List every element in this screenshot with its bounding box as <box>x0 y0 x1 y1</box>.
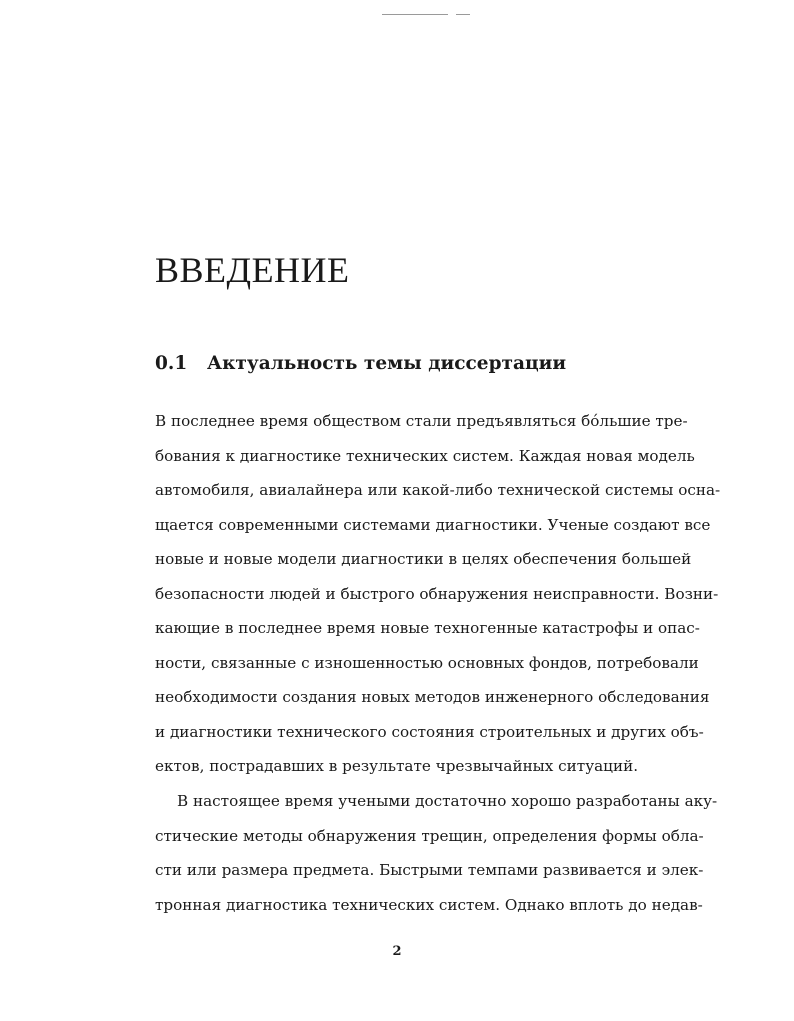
paragraph-line: тронная диагностика технических систем. Однако вплоть до недав- <box>155 895 703 914</box>
section-number: 0.1 <box>155 353 188 374</box>
section-heading <box>155 355 566 374</box>
scan-artifact <box>456 14 470 15</box>
section-title: Актуальность темы диссертации <box>207 353 567 374</box>
paragraph-line: щается современными системами диагностики. Ученые создают все <box>155 515 711 534</box>
paragraph-2 <box>155 784 718 922</box>
scan-artifact <box>382 14 448 15</box>
paragraph-line: автомобиля, авиалайнера или какой-либо технической системы осна- <box>155 481 721 499</box>
paragraph-line: и диагностики технического состояния строительных и других объ- <box>155 722 704 741</box>
paragraph-line: необходимости создания новых методов инженерного обследования <box>155 688 710 706</box>
paragraph-line: В последнее время обществом стали предъявляться бóльшие тре- <box>155 412 688 430</box>
paragraph-line: ности, связанные с изношенностью основных фондов, потребовали <box>155 653 699 672</box>
page-number: 2 <box>392 944 402 959</box>
paragraph-line: сти или размера предмета. Быстрыми темпами развивается и элек- <box>155 861 704 879</box>
chapter-title: ВВЕДЕНИЕ <box>155 250 350 290</box>
paragraph-line: ектов, пострадавших в результате чрезвычайных ситуаций. <box>155 757 639 775</box>
paragraph-line: стические методы обнаружения трещин, определения формы обла- <box>155 826 704 845</box>
paragraph-line: бования к диагностике технических систем. Каждая новая модель <box>155 446 695 465</box>
paragraph-1 <box>155 404 721 784</box>
paragraph-line: безопасности людей и быстрого обнаружения неисправности. Возни- <box>155 584 719 603</box>
paragraph-line: В настоящее время учеными достаточно хорошо разработаны аку- <box>177 792 718 810</box>
paragraph-line: новые и новые модели диагностики в целях обеспечения большей <box>155 550 692 568</box>
paragraph-line: кающие в последнее время новые техногенные катастрофы и опас- <box>155 619 700 637</box>
